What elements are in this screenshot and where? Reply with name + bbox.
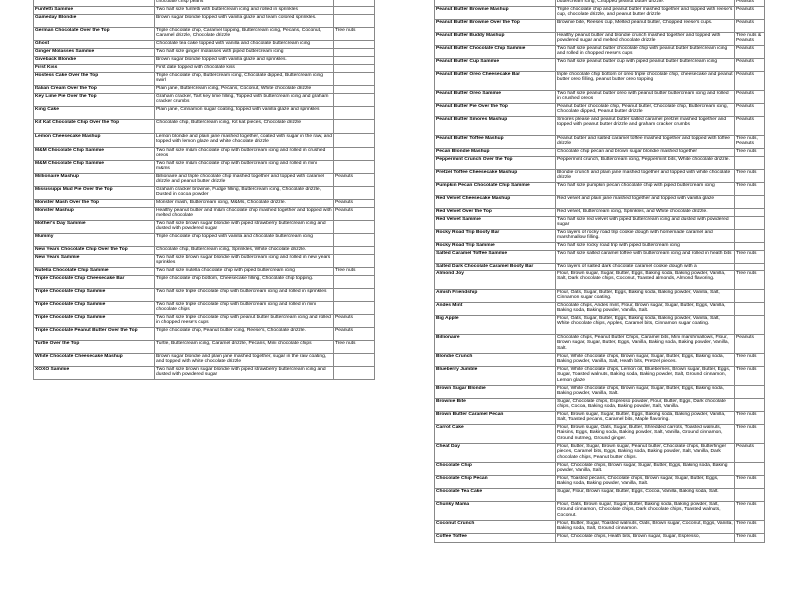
menu-row [435, 59, 765, 72]
item-description: Two half size triple chocolate chip with buttercream icing and rolled in mini chocolate chips [155, 302, 334, 315]
menu-row [34, 255, 375, 268]
allergen-tag: Tree nuts [735, 521, 765, 534]
item-description: Two half size rocky road trip with piped buttercream icing [556, 243, 735, 251]
allergen-tag [735, 316, 765, 335]
item-name: Peanut Butter Brownie Mashup [435, 7, 556, 20]
allergen-tag: Peanuts [735, 91, 765, 104]
item-description: Two half size brown sugar blondie with buttercream icing and rolled in new years sprinkles [155, 255, 334, 268]
menu-row [34, 200, 375, 208]
menu-row [435, 20, 765, 33]
item-name: Lemon Cheesecake Mashup [34, 134, 155, 148]
item-description: Triple chocolate chip and peanut butter mashed together and topped with reese's cup, chocolate drizzle, and peanut butter drizzle [556, 7, 735, 20]
menu-row [34, 120, 375, 134]
item-name: Monster Mash Over the Top [34, 200, 155, 208]
item-name: Mummy [34, 234, 155, 247]
allergen-tag: Tree nuts [334, 268, 375, 276]
item-name: Peanut Butter Buddy Mashup [435, 33, 556, 46]
item-name: Italian Cream Over the Top [34, 86, 155, 94]
item-name: Red Velvet Over the Top [435, 209, 556, 217]
allergen-tag [334, 65, 375, 73]
allergen-tag: Peanuts [735, 104, 765, 117]
menu-row [435, 534, 765, 543]
item-name: Blondie Crunch [435, 354, 556, 367]
allergen-tag [334, 120, 375, 134]
item-description: Flour, Toasted pecans, Chocolate chips, Brown sugar, Sugar, Butter, Eggs, Baking soda, Baking powder, Vanilla, Salt. [556, 476, 735, 489]
menu-row [435, 335, 765, 354]
item-description: Turtle, Buttercream icing, Caramel drizzle, Pecans, Mini chocolate chips [155, 341, 334, 354]
item-name: Monster Mashup [34, 208, 155, 221]
menu-row [34, 15, 375, 28]
menu-row [435, 271, 765, 290]
menu-row [435, 303, 765, 316]
menu-row [34, 174, 375, 187]
menu-row [435, 412, 765, 425]
item-description: Brownie bite, Reeses cup, Melted peanut butter, Chopped reese's cups. [556, 20, 735, 33]
item-description: Lemon blondie and plain jane mashed together, coated with sugar in the raw, and topped with lemon glaze and white chocolate drizzle [155, 134, 334, 148]
menu-row [435, 136, 765, 149]
item-name: Almond Joy [435, 271, 556, 290]
menu-row [435, 7, 765, 20]
item-name: Amish Friendship [435, 290, 556, 303]
allergen-tag: Tree nuts [735, 251, 765, 264]
item-description: Peanut butter chocolate chip, Peanut butter, Chocolate chip, Buttercream icing, Chocolate dipped, Peanut butter drizzle [556, 104, 735, 117]
menu-row [435, 251, 765, 264]
menu-row [34, 73, 375, 86]
item-name: Rocky Road Trip Sammie [435, 243, 556, 251]
item-description: Healthy peanut butter and blondie crunch mashed together and topped with powdered sugar and melted chocolate drizzle [556, 33, 735, 46]
item-name: Funfetti Sammie [34, 7, 155, 15]
item-name: Peppermint Crunch Over the Top [435, 157, 556, 170]
item-name: Brown Sugar Blondie [435, 386, 556, 399]
allergen-tag [334, 57, 375, 65]
item-description: Two half size peanut butter chocolate chip with peanut butter buttercream icing and rolled in chopped reese's cups [556, 46, 735, 59]
allergen-tag: Tree nuts, Peanuts [735, 136, 765, 149]
allergen-tag: Tree nuts [735, 271, 765, 290]
allergen-tag [334, 367, 375, 380]
allergen-tag: Peanuts [735, 72, 765, 91]
item-name: Pumpkin Pecan Chocolate Chip Sammie [435, 183, 556, 196]
item-name: Billionaire [435, 335, 556, 354]
menu-row [34, 161, 375, 174]
menu-row [34, 247, 375, 255]
item-description: Two layers of salted dark chocolate caramel cookie dough with a [556, 264, 735, 271]
allergen-tag: Tree nuts [735, 367, 765, 386]
menu-row [34, 57, 375, 65]
item-name: German Chocolate Over the Top [34, 28, 155, 41]
allergen-tag [735, 463, 765, 476]
item-name: M&M Chocolate Chip Sammie [34, 148, 155, 161]
allergen-tag [334, 86, 375, 94]
item-description: Plain jane, Cinnamon sugar coating, topped with vanilla glaze and sprinkles [155, 107, 334, 120]
item-description: Peanut butter and salted caramel toffee mashed together and topped with toffee drizzle [556, 136, 735, 149]
allergen-tag [735, 386, 765, 399]
allergen-tag: Peanuts [735, 0, 765, 7]
allergen-tag [735, 157, 765, 170]
item-description: buttercream icing, Chopped peanut butter drizzle. [556, 0, 735, 7]
item-name: Salted Dark Chocolate Caramel Booty Bar [435, 264, 556, 271]
menu-row [34, 234, 375, 247]
allergen-tag [735, 217, 765, 230]
item-name: Ghost [34, 41, 155, 49]
allergen-tag [735, 399, 765, 412]
menu-row [435, 354, 765, 367]
allergen-tag [334, 134, 375, 148]
allergen-tag [735, 290, 765, 303]
item-name: Hostess Cake Over the Top [34, 73, 155, 86]
menu-row [435, 521, 765, 534]
allergen-tag [735, 303, 765, 316]
item-description: Flour, Brown sugar, Sugar, Butter, Eggs, Baking soda, Baking powder, Vanilla, Salt, Dark chocolate chips, Coconut, Toasted almonds, Almond flavoring. [556, 271, 735, 290]
menu-row [435, 149, 765, 157]
item-name: M&M Chocolate Chip Sammie [34, 161, 155, 174]
item-description: Flour, Chocolate chips, Heath bits, Brown sugar, Sugar, Espresso, [556, 534, 735, 543]
allergen-tag: Peanuts [334, 200, 375, 208]
item-description: Billionaire and triple chocolate chip mashed together and topped with caramel drizzle and peanut butter drizzle [155, 174, 334, 187]
allergen-tag: Peanuts [735, 444, 765, 463]
item-description: Two half size ginger molasses with piped buttercream icing [155, 49, 334, 57]
allergen-tag: Tree nuts [735, 425, 765, 444]
menu-row [435, 476, 765, 489]
item-name: Pecan Blondie Mashup [435, 149, 556, 157]
item-name: New Years Sammie [34, 255, 155, 268]
item-description: triple chocolate chip bottom or oreo triple chocolate chip, cheesecake and peanut butter oreo filling, peanut butter oreo topping [556, 72, 735, 91]
item-description: Flour, White chocolate chips, Brown sugar, Sugar, Butter, Eggs, Baking soda, Baking powder, Vanilla, Salt, Heath bits, Pretzel pieces. [556, 354, 735, 367]
item-description: Sugar, Chocolate chips, Espresso powder, Flour, Butter, Eggs, Dark chocolate chips, Cocoa, Baking soda, Baking powder, Salt, Vanilla. [556, 399, 735, 412]
item-description: First date topped with chocolate kiss [155, 65, 334, 73]
item-description: Sugar, Flour, Brown sugar, Butter, Eggs, Cocoa, Vanilla, Baking soda, Salt. [556, 489, 735, 502]
item-description: Flour, White chocolate chips, Lemon oil, Blueberries, Brown sugar, Butter, Eggs, Sugar, Toasted walnuts, Baking soda, Baking powder, Salt, Ground cinnamon, Lemon glaze [556, 367, 735, 386]
item-name: Blueberry Jumble [435, 367, 556, 386]
item-description: Flour, Brown sugar, Oats, Sugar, Butter, Shredded carrots, Toasted walnuts, Raisins, Eggs, Baking soda, Baking powder, Salt, Vanilla, Ground cinnamon, Ground nutmeg, Ground ginger. [556, 425, 735, 444]
allergen-tag [334, 302, 375, 315]
item-description: Two half size salted caramel toffee with buttercream icing and rolled in heath bits [556, 251, 735, 264]
allergen-tag [334, 15, 375, 28]
allergen-tag [334, 289, 375, 302]
item-name: Peanut Butter Toffee Mashup [435, 136, 556, 149]
item-name: Brown Butter Caramel Pecan [435, 412, 556, 425]
item-description: Two half size m&m chocolate chip with buttercream icing and rolled in mini m&ms [155, 161, 334, 174]
menu-row [34, 208, 375, 221]
allergen-tag: Tree nuts [735, 170, 765, 183]
item-name: Red Velvet Cheesecake Mashup [435, 196, 556, 209]
menu-row [435, 217, 765, 230]
menu-row [34, 28, 375, 41]
item-name: Chocolate Tea Cake [435, 489, 556, 502]
item-description: Flour, Chocolate chips, Brown sugar, Sugar, Butter, Eggs, Baking soda, Baking powder, Vanilla, Salt. [556, 463, 735, 476]
item-description: Two half size triple chocolate chip with peanut butter buttercream icing and rolled in chopped reese's cups [155, 315, 334, 328]
menu-row [435, 489, 765, 502]
item-description: Flour, Oats, Sugar, Butter, Eggs, Baking soda, Baking powder, Vanilla, Salt, Cinnamon sugar coating. [556, 290, 735, 303]
allergen-tag: Peanuts [735, 46, 765, 59]
item-description: Peppermint crunch, Buttercream icing, Peppermint bits, White chocolate drizzle. [556, 157, 735, 170]
item-description: Two half size brown sugar blondie with piped strawberry buttercream icing and dusted with powdered sugar [155, 367, 334, 380]
item-name: Peanut Butter Cup Sammie [435, 59, 556, 72]
menu-row [435, 170, 765, 183]
menu-row [435, 72, 765, 91]
item-description: Red velvet, Buttercream icing, Sprinkles, and White chocolate drizzle. [556, 209, 735, 217]
item-name: Millionaire Mashup [34, 174, 155, 187]
allergen-tag [334, 247, 375, 255]
right-menu-table [434, 0, 765, 543]
menu-row [34, 341, 375, 354]
allergen-tag: Peanuts [735, 20, 765, 33]
allergen-tag: Peanuts [334, 328, 375, 341]
allergen-tag: Peanuts [334, 208, 375, 221]
item-description: Healthy peanut butter and m&m chocolate chip mashed together and topped with melted chocolate [155, 208, 334, 221]
allergen-tag: Tree nuts & Peanuts [735, 33, 765, 46]
menu-row [435, 46, 765, 59]
menu-row [435, 463, 765, 476]
menu-row [435, 367, 765, 386]
allergen-tag [735, 264, 765, 271]
item-name: Peanut Butter Oreo Sammie [435, 91, 556, 104]
menu-row [435, 196, 765, 209]
item-name: Key Lime Pie Over the Top [34, 94, 155, 107]
item-name: Kit Kat Chocolate Chip Over the Top [34, 120, 155, 134]
item-name: Nutella Chocolate Chip Sammie [34, 268, 155, 276]
right-menu-column [434, 0, 765, 543]
item-name: White Chocolate Cheesecake Mashup [34, 354, 155, 367]
item-description: Brown sugar blondie and plain jane mashed together, sugar in the raw coating, and topped with white chocolate drizzle [155, 354, 334, 367]
menu-row [435, 316, 765, 335]
item-name: New Years Chocolate Chip Over the Top [34, 247, 155, 255]
menu-row [435, 264, 765, 271]
item-description: Brown sugar blondie topped with vanilla glaze and sprinkles. [155, 57, 334, 65]
menu-row [34, 354, 375, 367]
allergen-tag: Tree nuts [334, 28, 375, 41]
allergen-tag [735, 209, 765, 217]
item-description: Flour, Butter, Sugar, Brown sugar, Peanut butter, Chocolate chips, Butterfinger pieces, Caramel bits, Eggs, Baking soda, Baking powder, Salt, Vanilla, Dark chocolate chips, Peanut butter chips. [556, 444, 735, 463]
allergen-tag: Peanuts [735, 117, 765, 136]
item-name: First Kiss [34, 65, 155, 73]
item-description: Two half size funfetti with buttercream icing and rolled in sprinkles [155, 7, 334, 15]
allergen-tag: Tree nuts [334, 341, 375, 354]
item-description: Plain jane, Buttercream icing, Pecans, Coconut, White chocolate drizzle [155, 86, 334, 94]
menu-row [34, 187, 375, 200]
allergen-tag [334, 107, 375, 120]
item-name: Mother's Day Sammie [34, 221, 155, 234]
item-description: Monster mash, Buttercream icing, M&Ms, Chocolate drizzle. [155, 200, 334, 208]
item-name: XOXO Sammie [34, 367, 155, 380]
allergen-tag [334, 276, 375, 289]
menu-row [435, 444, 765, 463]
item-name: Triple Chocolate Chip Sammie [34, 302, 155, 315]
allergen-tag [735, 196, 765, 209]
allergen-tag: Tree nuts [735, 183, 765, 196]
item-description: Flour, Oats, Brown sugar, Sugar, Butter, Baking soda, Baking powder, Salt, Ground cinnamon, Chocolate chips, Dark chocolate chips, Toasted walnuts, Coconut. [556, 502, 735, 521]
item-name: Turtle Over the Top [34, 341, 155, 354]
allergen-tag [735, 230, 765, 243]
item-description: Two half size pumpkin pecan chocolate chip with piped buttercream icing [556, 183, 735, 196]
menu-row [34, 134, 375, 148]
menu-row [435, 230, 765, 243]
item-name: Salted Caramel Toffee Sammie [435, 251, 556, 264]
item-name: Peanut Butter Brownie Over the Top [435, 20, 556, 33]
allergen-tag [334, 354, 375, 367]
allergen-tag: Tree nuts [735, 502, 765, 521]
menu-row [34, 221, 375, 234]
menu-row [34, 65, 375, 73]
menu-row [435, 33, 765, 46]
item-name: Triple Chocolate Chip Cheesecake Bar [34, 276, 155, 289]
item-name: Peanut Butter Oreo Cheesecake Bar [435, 72, 556, 91]
menu-row [34, 302, 375, 315]
menu-row [435, 502, 765, 521]
allergen-tag [334, 49, 375, 57]
allergen-tag [334, 161, 375, 174]
item-name: Giveback Blondie [34, 57, 155, 65]
menu-row [34, 41, 375, 49]
item-name: Peanut Butter Chocolate Chip Sammie [435, 46, 556, 59]
menu-row [435, 386, 765, 399]
item-description: Two half size triple chocolate chip with buttercream icing and rolled in sprinkles [155, 289, 334, 302]
allergen-tag: Tree nuts [735, 149, 765, 157]
item-description: Chocolate tea cake topped with vanilla and chocolate buttercream icing [155, 41, 334, 49]
menu-row [435, 399, 765, 412]
item-description: Two half size peanut butter cup with piped peanut butter buttercream icing [556, 59, 735, 72]
item-description: Two half size nutella chocolate chip with piped buttercream icing [155, 268, 334, 276]
item-name: Ginger Molasses Sammie [34, 49, 155, 57]
menu-row [34, 107, 375, 120]
item-name: Peanut Butter Smores Mashup [435, 117, 556, 136]
allergen-tag: Peanuts [334, 315, 375, 328]
item-name: Brownie Bite [435, 399, 556, 412]
left-menu-column [33, 0, 375, 380]
item-description: Flour, White chocolate chips, Brown sugar, Sugar, Butter, Eggs, Baking soda, Baking powder, Vanilla, Salt. [556, 386, 735, 399]
item-description: Chocolate chips, Andes mint, Flour, Brown sugar, Sugar, Butter, Eggs, Vanilla, Baking soda, Baking powder, Vanilla, Salt. [556, 303, 735, 316]
item-name: Mississippi Mud Pie Over the Top [34, 187, 155, 200]
item-description: Red velvet and plain jane mashed together and topped with vanilla glaze [556, 196, 735, 209]
item-description: Flour, Brown sugar, Sugar, Butter, Eggs, Baking soda, Baking powder, Vanilla, Salt, Toasted pecans, Caramel bits, Maple flavoring. [556, 412, 735, 425]
item-description: Chocolate chips, Peanut Butter Chips, Caramel bits, Mini marshmallows, Flour, Brown sugar, Sugar, Butter, Eggs, Vanilla, Baking soda, Baking powder, Vanilla, Salt. [556, 335, 735, 354]
item-description: Two half size m&m chocolate chip with buttercream icing and rolled in crushed oreos [155, 148, 334, 161]
item-name: Chocolate Chip Pecan [435, 476, 556, 489]
item-name: Big Apple [435, 316, 556, 335]
item-description: Two half size brown sugar blondie with piped strawberry buttercream icing and dusted with powdered sugar [155, 221, 334, 234]
allergen-tag [334, 73, 375, 86]
allergen-tag [334, 41, 375, 49]
item-description: Two half size peanut butter oreo with peanut butter buttercream icing and rolled in crushed oreos [556, 91, 735, 104]
menu-row [34, 7, 375, 15]
allergen-tag: Tree nuts [735, 534, 765, 543]
item-description: Triple chocolate chip, Peanut butter icing, Reese's, Chocolate drizzle. [155, 328, 334, 341]
item-description: Triple chocolate chip bottom, Cheesecake filling, Chocolate chip topping. [155, 276, 334, 289]
menu-row [435, 91, 765, 104]
allergen-tag: Peanuts [334, 174, 375, 187]
item-name: King Cake [34, 107, 155, 120]
menu-row [34, 367, 375, 380]
allergen-tag: Peanuts [735, 335, 765, 354]
allergen-tag: Peanuts [735, 59, 765, 72]
allergen-tag: Tree nuts [735, 476, 765, 489]
allergen-tag [334, 7, 375, 15]
allergen-tag [334, 94, 375, 107]
menu-row [34, 94, 375, 107]
item-description: Triple chocolate chip topped with vanilla and chocolate buttercream icing [155, 234, 334, 247]
item-name: Triple Chocolate Peanut Butter Over the Top [34, 328, 155, 341]
item-description: Triple chocolate chip, Buttercream icing, Chocolate dipped, Buttercream icing swirl [155, 73, 334, 86]
item-description: Two layers of rocky road trip cookie dough with homemade caramel and marshmallow filling. [556, 230, 735, 243]
allergen-tag [334, 221, 375, 234]
item-name: Chunky Mama [435, 502, 556, 521]
item-description: Blondie crunch and plain jane mashed together and topped with white chocolate drizzle [556, 170, 735, 183]
item-description: chocolate crisp pearls [155, 0, 334, 7]
item-name: Triple Chocolate Chip Sammie [34, 315, 155, 328]
item-name: Cheat Day [435, 444, 556, 463]
item-description: Two half size red velvet with piped buttercream icing and dusted with powdered sugar [556, 217, 735, 230]
allergen-tag [735, 243, 765, 251]
allergen-tag [735, 489, 765, 502]
menu-row [435, 157, 765, 170]
item-name: Carrot Cake [435, 425, 556, 444]
allergen-tag [334, 255, 375, 268]
allergen-tag [334, 187, 375, 200]
item-description: Smores please and peanut butter salted caramel pretzel mashed together and topped with peanut butter drizzle and graham cracker crumbs [556, 117, 735, 136]
item-description: Graham cracker brownie, Fudge filling, Buttercream icing, Chocolate drizzle, Dusted in cocoa powder [155, 187, 334, 200]
menu-row [34, 315, 375, 328]
item-name: Triple Chocolate Chip Sammie [34, 289, 155, 302]
menu-row [34, 49, 375, 57]
menu-row [34, 276, 375, 289]
menu-row [34, 328, 375, 341]
menu-row [34, 268, 375, 276]
menu-row [435, 209, 765, 217]
menu-row [435, 104, 765, 117]
item-name: Pretzel Toffee Cheesecake Mashup [435, 170, 556, 183]
item-name: Coffee Toffee [435, 534, 556, 543]
allergen-tag [334, 234, 375, 247]
menu-row [34, 148, 375, 161]
item-description: Chocolate chip, Buttercream icing, Kit kat pieces, Chocolate drizzle [155, 120, 334, 134]
item-description: Brown sugar blondie topped with vanilla glaze and team colored sprinkles. [155, 15, 334, 28]
item-description: Chocolate chip pecan and brown sugar blondie mashed together [556, 149, 735, 157]
item-description: Chocolate chip, Buttercream icing, Sprinkles, White chocolate drizzle. [155, 247, 334, 255]
allergen-tag [334, 148, 375, 161]
menu-row [34, 289, 375, 302]
menu-row [435, 183, 765, 196]
allergen-tag: Peanuts [735, 7, 765, 20]
menu-row [435, 117, 765, 136]
item-description: Triple chocolate chip, Caramel topping, Buttercream icing, Pecans, Coconut, Caramel drizzle, Chocolate drizzle [155, 28, 334, 41]
item-description: Flour, Butter, Sugar, Toasted walnuts, Oats, Brown sugar, Coconut, Eggs, Vanilla, Baking soda, Salt, Ground cinnamon. [556, 521, 735, 534]
item-description: Graham cracker, Tart key lime filling, Topped with buttercream icing and graham cracker crumbs [155, 94, 334, 107]
item-name: Rocky Road Trip Booty Bar [435, 230, 556, 243]
item-name: Red Velvet Sammie [435, 217, 556, 230]
menu-row [435, 243, 765, 251]
item-name: Coconut Crunch [435, 521, 556, 534]
allergen-tag: Tree nuts [735, 354, 765, 367]
item-name: Gameday Blondie [34, 15, 155, 28]
item-name: Chocolate Chip [435, 463, 556, 476]
item-name: Andes Mint [435, 303, 556, 316]
menu-row [435, 425, 765, 444]
menu-row [435, 290, 765, 303]
item-description: Flour, Oats, Sugar, Butter, Eggs, Baking soda, Baking powder, Vanilla, Salt, White chocolate chips, Apples, Caramel bits, Cinnamon sugar coating. [556, 316, 735, 335]
left-menu-table [33, 0, 375, 380]
item-name: Peanut Butter Pie Over the Top [435, 104, 556, 117]
menu-row [34, 86, 375, 94]
allergen-tag: Tree nuts [735, 412, 765, 425]
